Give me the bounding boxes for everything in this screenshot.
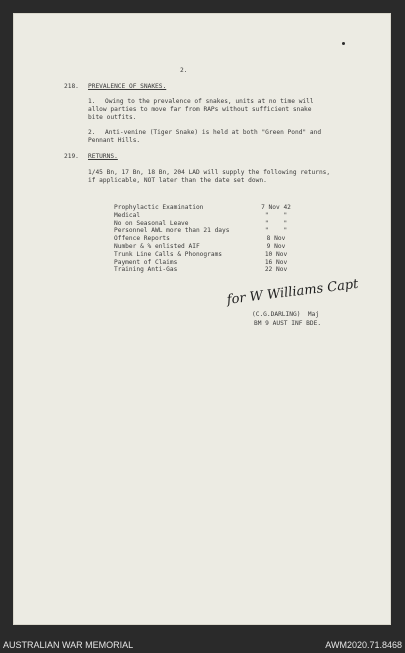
table-row xyxy=(114,243,296,251)
return-date: 9 Nov xyxy=(266,242,286,250)
return-date: 10 Nov xyxy=(264,250,288,258)
return-name: Trunk Line Calls & Phonograms xyxy=(114,250,223,258)
table-row xyxy=(114,235,296,243)
table-row xyxy=(114,204,296,212)
ink-mark xyxy=(342,42,345,45)
para-2-line-1: Anti-venine (Tiger Snake) is held at both "Green Pond" and xyxy=(105,129,322,136)
table-row xyxy=(114,212,296,220)
table-row xyxy=(114,220,296,228)
page-number: 2. xyxy=(180,67,188,74)
return-name: Training Anti-Gas xyxy=(114,266,178,274)
table-row xyxy=(114,259,296,267)
returns-intro-line-2: if applicable, NOT later than the date set down. xyxy=(88,177,267,184)
para-1-line-2: allow parties to move far from RAPs without sufficient snake xyxy=(88,106,312,113)
return-name: No on Seasonal Leave xyxy=(114,219,189,227)
section-218-heading: PREVALENCE OF SNAKES. xyxy=(88,83,167,90)
section-218-number: 218. xyxy=(64,83,79,90)
return-name: Medical xyxy=(114,211,141,219)
para-1-line-3: bite outfits. xyxy=(88,114,137,121)
return-name: Payment of Claims xyxy=(114,258,178,266)
table-row xyxy=(114,251,296,259)
return-name: Personnel AWL more than 21 days xyxy=(114,227,230,235)
return-date: " " xyxy=(264,211,288,219)
section-219-heading: RETURNS. xyxy=(88,153,118,160)
return-name: Offence Reports xyxy=(114,235,170,243)
return-name: Number & % enlisted AIF xyxy=(114,242,200,250)
return-date: 22 Nov xyxy=(264,266,288,274)
table-row xyxy=(114,227,296,235)
footer-institution: AUSTRALIAN WAR MEMORIAL xyxy=(3,640,134,650)
return-date: 16 Nov xyxy=(264,258,288,266)
document-page xyxy=(13,13,391,625)
para-1-number: 1. xyxy=(88,98,96,105)
returns-intro-line-1: 1/45 Bn, 17 Bn, 18 Bn, 204 LAD will supply the following returns, xyxy=(88,169,331,176)
returns-table xyxy=(114,204,296,274)
para-2-line-2: Pennant Hills. xyxy=(88,137,141,144)
archive-footer xyxy=(0,638,405,653)
section-219-number: 219. xyxy=(64,153,79,160)
footer-accession-number: AWM2020.71.8468 xyxy=(325,640,402,650)
typed-name: (C.G.DARLING) Maj xyxy=(252,311,320,318)
return-date: " " xyxy=(264,227,288,235)
para-2-number: 2. xyxy=(88,129,96,136)
return-date: 8 Nov xyxy=(266,235,286,243)
return-date: " " xyxy=(264,219,288,227)
typed-title: BM 9 AUST INF BDE. xyxy=(254,320,322,327)
return-date: 7 Nov 42 xyxy=(261,204,291,211)
table-row xyxy=(114,266,296,274)
para-1-line-1: Owing to the prevalence of snakes, units at no time will xyxy=(105,98,314,105)
return-name: Prophylactic Examination xyxy=(114,204,204,211)
handwritten-signature: for W Williams Capt xyxy=(226,276,360,308)
